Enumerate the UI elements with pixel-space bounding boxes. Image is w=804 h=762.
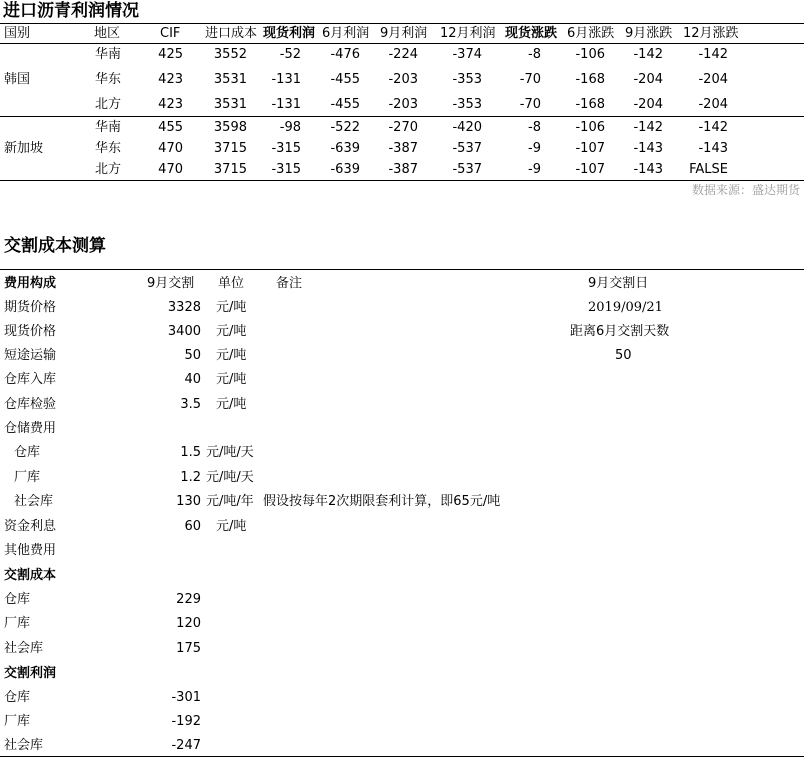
spot-profit-cell: -315 [271, 162, 301, 177]
delivery-date-label: 9月交割日 [588, 276, 649, 291]
section1-title: 进口沥青利润情况 [3, 1, 139, 21]
header-note: 备注 [276, 276, 303, 291]
sep-profit-cell: -203 [388, 97, 418, 112]
cif-cell: 455 [158, 120, 183, 135]
jun-change-cell: -106 [575, 47, 605, 62]
jun-profit-cell: -476 [330, 47, 360, 62]
delivery-date: 2019/09/21 [588, 300, 663, 315]
sep-profit-cell: -203 [388, 72, 418, 87]
header-spot-change: 现货涨跌 [505, 26, 558, 41]
cost-unit: 元/吨 [216, 300, 247, 315]
data-source: 数据来源：盛达期货 [691, 183, 800, 197]
import-cost-cell: 3715 [213, 141, 247, 156]
spot-profit-cell: -98 [279, 120, 301, 135]
cif-cell: 470 [158, 141, 183, 156]
cost-unit: 元/吨 [216, 348, 247, 363]
profit-row-label: 仓库 [4, 690, 31, 705]
cost-value: 1.2 [180, 470, 201, 485]
header-spot-profit: 现货利润 [263, 26, 316, 41]
divider [0, 180, 804, 181]
import-cost-cell: 3552 [213, 47, 247, 62]
sep-profit-cell: -270 [388, 120, 418, 135]
cif-cell: 423 [158, 97, 183, 112]
cost-item-label: 社会库 [14, 494, 54, 509]
sep-change-cell: -142 [633, 47, 663, 62]
region-cell: 北方 [95, 97, 122, 112]
profit-row-label: 厂库 [4, 714, 31, 729]
cost-row-value: 229 [176, 592, 201, 607]
spot-profit-cell: -52 [279, 47, 301, 62]
cif-cell: 425 [158, 47, 183, 62]
region-cell: 华东 [95, 141, 122, 156]
header-dec-change: 12月涨跌 [683, 26, 739, 41]
delivery-profit-title: 交割利润 [4, 666, 57, 681]
dec-profit-cell: -374 [452, 47, 482, 62]
cost-unit: 元/吨/天 [206, 470, 254, 485]
jun-profit-cell: -522 [330, 120, 360, 135]
days-to-delivery-label: 距离6月交割天数 [570, 324, 670, 339]
dec-profit-cell: -353 [452, 97, 482, 112]
dec-change-cell: -142 [698, 120, 728, 135]
header-region: 地区 [94, 26, 121, 41]
divider [0, 23, 804, 24]
cost-item-label: 现货价格 [4, 324, 57, 339]
jun-change-cell: -107 [575, 162, 605, 177]
cost-item-label: 短途运输 [4, 348, 57, 363]
cost-value: 40 [184, 372, 201, 387]
dec-profit-cell: -420 [452, 120, 482, 135]
cost-item-label: 厂库 [14, 470, 41, 485]
cost-value: 3328 [167, 300, 201, 315]
jun-profit-cell: -455 [330, 97, 360, 112]
cost-row-value: 120 [176, 616, 201, 631]
region-cell: 华南 [95, 120, 122, 135]
region-cell: 华南 [95, 47, 122, 62]
jun-change-cell: -168 [575, 97, 605, 112]
cost-value: 1.5 [180, 445, 201, 460]
header-sep-delivery: 9月交割 [147, 276, 195, 291]
spot-change-cell: -8 [528, 47, 541, 62]
cost-unit: 元/吨/天 [206, 445, 254, 460]
jun-change-cell: -168 [575, 72, 605, 87]
dec-profit-cell: -537 [452, 162, 482, 177]
import-cost-cell: 3531 [213, 72, 247, 87]
header-sep-change: 9月涨跌 [625, 26, 673, 41]
sep-profit-cell: -387 [388, 141, 418, 156]
spot-change-cell: -70 [519, 97, 541, 112]
cost-value: 3.5 [180, 397, 201, 412]
dec-change-cell: -204 [698, 97, 728, 112]
cif-cell: 423 [158, 72, 183, 87]
spot-change-cell: -8 [528, 120, 541, 135]
header-cost-item: 费用构成 [4, 276, 57, 291]
profit-row-label: 社会库 [4, 738, 44, 753]
region-cell: 华东 [95, 72, 122, 87]
cost-row-value: 175 [176, 641, 201, 656]
sep-change-cell: -204 [633, 72, 663, 87]
dec-profit-cell: -537 [452, 141, 482, 156]
sep-change-cell: -143 [633, 162, 663, 177]
cost-row-label: 厂库 [4, 616, 31, 631]
import-cost-cell: 3531 [213, 97, 247, 112]
sep-profit-cell: -224 [388, 47, 418, 62]
header-cif: CIF [160, 26, 181, 41]
sep-change-cell: -204 [633, 97, 663, 112]
dec-profit-cell: -353 [452, 72, 482, 87]
jun-profit-cell: -639 [330, 141, 360, 156]
cost-item-label: 资金利息 [4, 519, 57, 534]
cost-item-label: 仓储费用 [4, 421, 57, 436]
region-cell: 北方 [95, 162, 122, 177]
section2-title: 交割成本测算 [4, 236, 106, 256]
cost-item-label: 其他费用 [4, 543, 57, 558]
cost-row-label: 社会库 [4, 641, 44, 656]
cost-value: 130 [176, 494, 201, 509]
jun-profit-cell: -639 [330, 162, 360, 177]
cost-note: 假设按每年2次期限套利计算，即65元/吨 [263, 494, 501, 509]
cost-item-label: 仓库入库 [4, 372, 57, 387]
cost-unit: 元/吨 [216, 372, 247, 387]
spot-profit-cell: -315 [271, 141, 301, 156]
cost-item-label: 期货价格 [4, 300, 57, 315]
country-label: 韩国 [4, 72, 31, 87]
import-cost-cell: 3598 [213, 120, 247, 135]
spot-change-cell: -9 [528, 141, 541, 156]
profit-row-value: -301 [171, 690, 201, 705]
cost-value: 60 [184, 519, 201, 534]
dec-change-cell: -142 [698, 47, 728, 62]
dec-change-cell: -143 [698, 141, 728, 156]
divider [0, 43, 804, 44]
divider [0, 116, 804, 117]
cost-unit: 元/吨 [216, 519, 247, 534]
cost-item-label: 仓库检验 [4, 397, 57, 412]
cost-unit: 元/吨/年 [206, 494, 254, 509]
header-dec-profit: 12月利润 [440, 26, 496, 41]
jun-profit-cell: -455 [330, 72, 360, 87]
dec-change-cell: -204 [698, 72, 728, 87]
delivery-cost-title: 交割成本 [4, 568, 57, 583]
jun-change-cell: -106 [575, 120, 605, 135]
dec-change-cell: FALSE [689, 162, 728, 177]
divider [0, 756, 804, 757]
cost-unit: 元/吨 [216, 324, 247, 339]
spot-profit-cell: -131 [271, 97, 301, 112]
profit-row-value: -192 [171, 714, 201, 729]
divider [0, 269, 804, 270]
cost-value: 50 [184, 348, 201, 363]
cost-item-label: 仓库 [14, 445, 41, 460]
profit-row-value: -247 [171, 738, 201, 753]
spot-change-cell: -70 [519, 72, 541, 87]
import-cost-cell: 3715 [213, 162, 247, 177]
sep-change-cell: -142 [633, 120, 663, 135]
spot-profit-cell: -131 [271, 72, 301, 87]
header-unit: 单位 [218, 276, 245, 291]
cost-row-label: 仓库 [4, 592, 31, 607]
days-to-delivery: 50 [615, 348, 632, 363]
cost-unit: 元/吨 [216, 397, 247, 412]
country-label: 新加坡 [4, 141, 44, 156]
cost-value: 3400 [167, 324, 201, 339]
sep-change-cell: -143 [633, 141, 663, 156]
spot-change-cell: -9 [528, 162, 541, 177]
cif-cell: 470 [158, 162, 183, 177]
jun-change-cell: -107 [575, 141, 605, 156]
header-country: 国别 [4, 26, 31, 41]
sep-profit-cell: -387 [388, 162, 418, 177]
header-jun-change: 6月涨跌 [567, 26, 615, 41]
header-jun-profit: 6月利润 [322, 26, 370, 41]
header-sep-profit: 9月利润 [380, 26, 428, 41]
header-import-cost: 进口成本 [205, 26, 258, 41]
